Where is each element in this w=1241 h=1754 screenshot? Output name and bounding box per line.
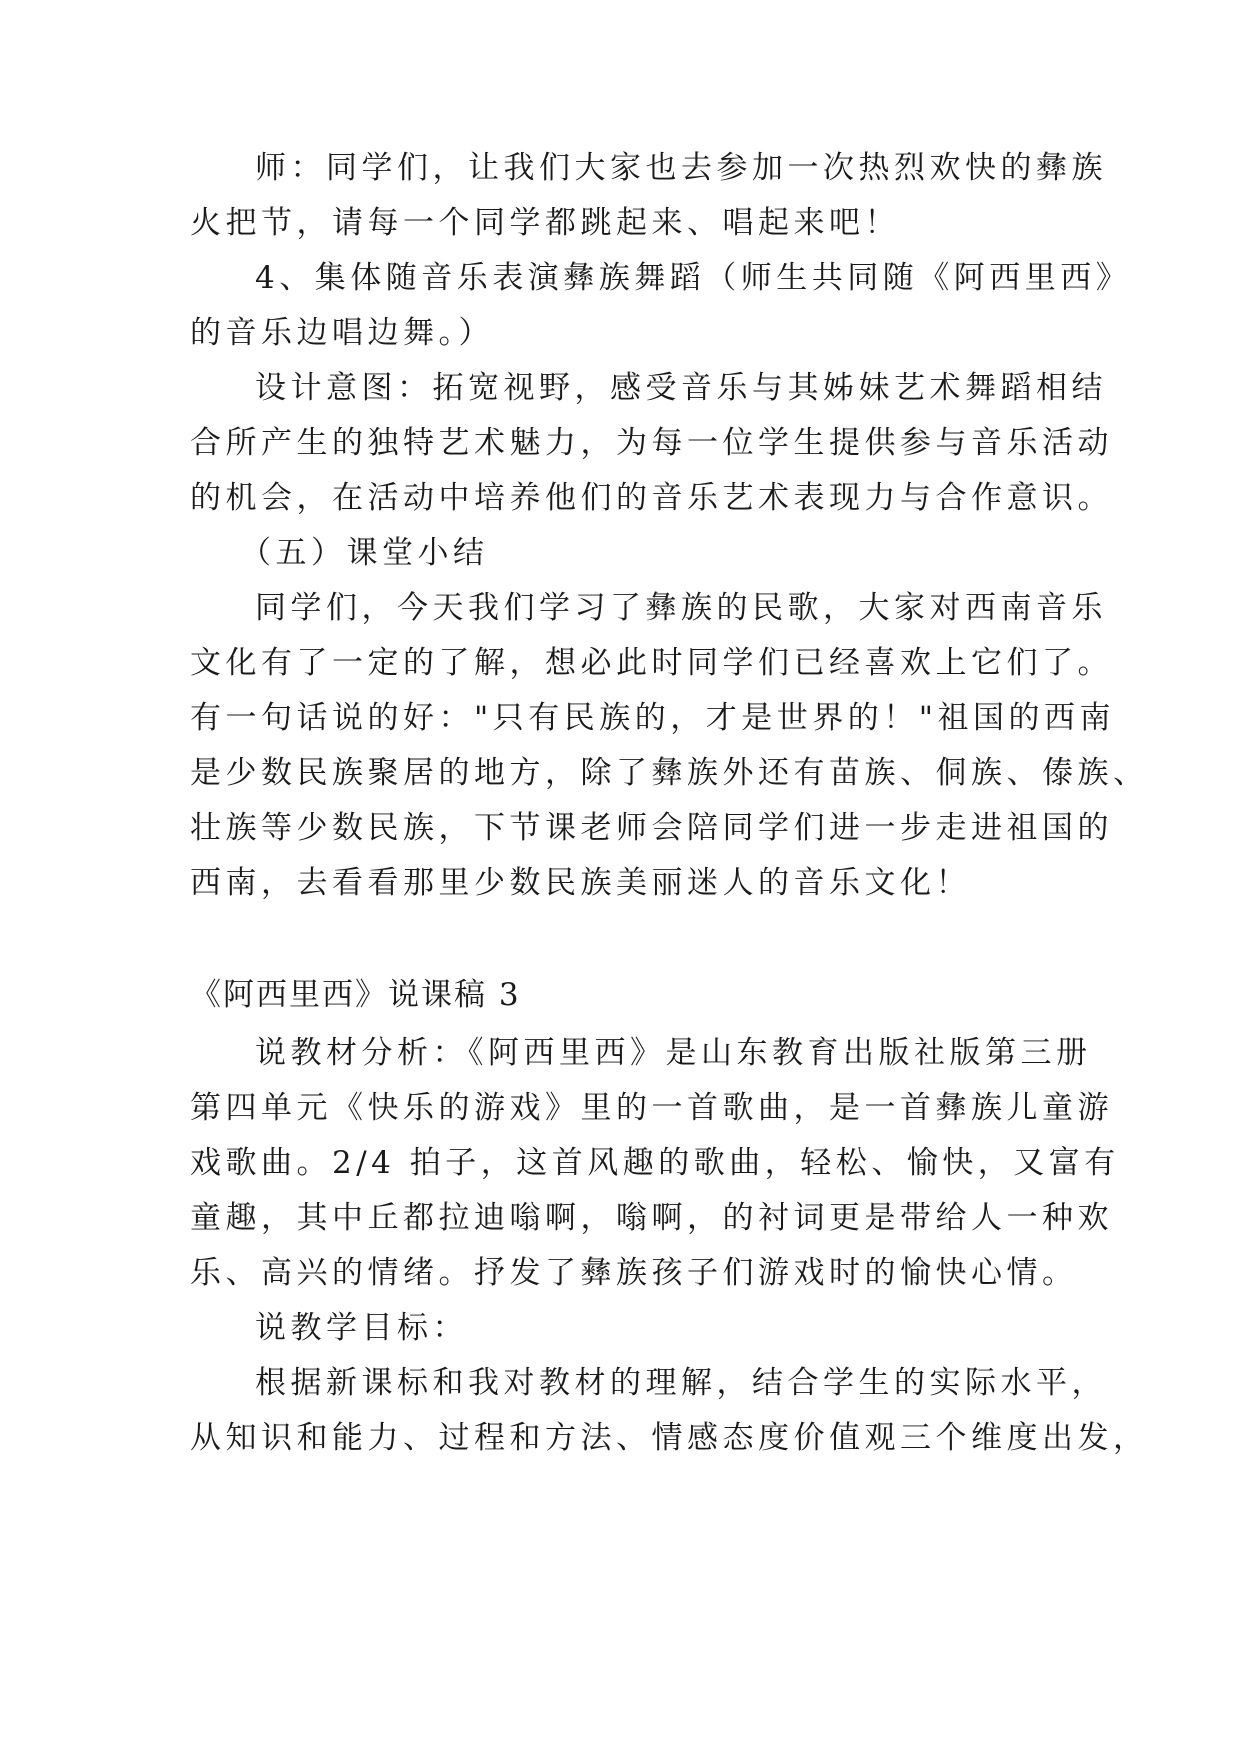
paragraph-line: 西南，去看看那里少数民族美丽迷人的音乐文化！ — [190, 865, 971, 901]
document-title: 《阿西里西》说课稿 3 — [190, 977, 521, 1013]
paragraph-line: 设计意图：拓宽视野，感受音乐与其姊妹艺术舞蹈相结 — [255, 370, 1107, 406]
paragraph-line: 同学们，今天我们学习了彝族的民歌，大家对西南音乐 — [255, 590, 1107, 626]
paragraph-line: 的音乐边唱边舞。） — [190, 315, 494, 351]
paragraph-line: 4、集体随音乐表演彝族舞蹈（师生共同随《阿西里西》 — [255, 260, 1132, 296]
paragraph-line: 乐、高兴的情绪。抒发了彝族孩子们游戏时的愉快心情。 — [190, 1255, 1078, 1291]
paragraph-line: 童趣，其中丘都拉迪嗡啊，嗡啊，的衬词更是带给人一种欢 — [190, 1200, 1113, 1236]
paragraph-line: 合所产生的独特艺术魅力，为每一位学生提供参与音乐活动 — [190, 425, 1113, 461]
paragraph-line: 是少数民族聚居的地方，除了彝族外还有苗族、侗族、傣族、 — [190, 755, 1149, 791]
paragraph-line: 师：同学们，让我们大家也去参加一次热烈欢快的彝族 — [255, 150, 1107, 186]
paragraph-line: 说教材分析：《阿西里西》是山东教育出版社版第三册 — [255, 1035, 1092, 1071]
paragraph-line: 文化有了一定的了解，想必此时同学们已经喜欢上它们了。 — [190, 645, 1113, 681]
paragraph-line: 从知识和能力、过程和方法、情感态度价值观三个维度出发， — [190, 1420, 1149, 1456]
paragraph-line: 有一句话说的好："只有民族的，才是世界的！"祖国的西南 — [190, 700, 1116, 736]
paragraph-line: 火把节，请每一个同学都跳起来、唱起来吧！ — [190, 205, 900, 241]
paragraph-line: 的机会，在活动中培养他们的音乐艺术表现力与合作意识。 — [190, 480, 1113, 516]
paragraph-line: 根据新课标和我对教材的理解，结合学生的实际水平， — [255, 1365, 1107, 1401]
section-heading: （五）课堂小结 — [240, 535, 489, 571]
paragraph-line: 第四单元《快乐的游戏》里的一首歌曲，是一首彝族儿童游 — [190, 1090, 1113, 1126]
paragraph-line: 戏歌曲。2/4 拍子，这首风趣的歌曲，轻松、愉快，又富有 — [190, 1145, 1120, 1181]
paragraph-line: 说教学目标： — [255, 1310, 468, 1346]
paragraph-line: 壮族等少数民族，下节课老师会陪同学们进一步走进祖国的 — [190, 810, 1113, 846]
